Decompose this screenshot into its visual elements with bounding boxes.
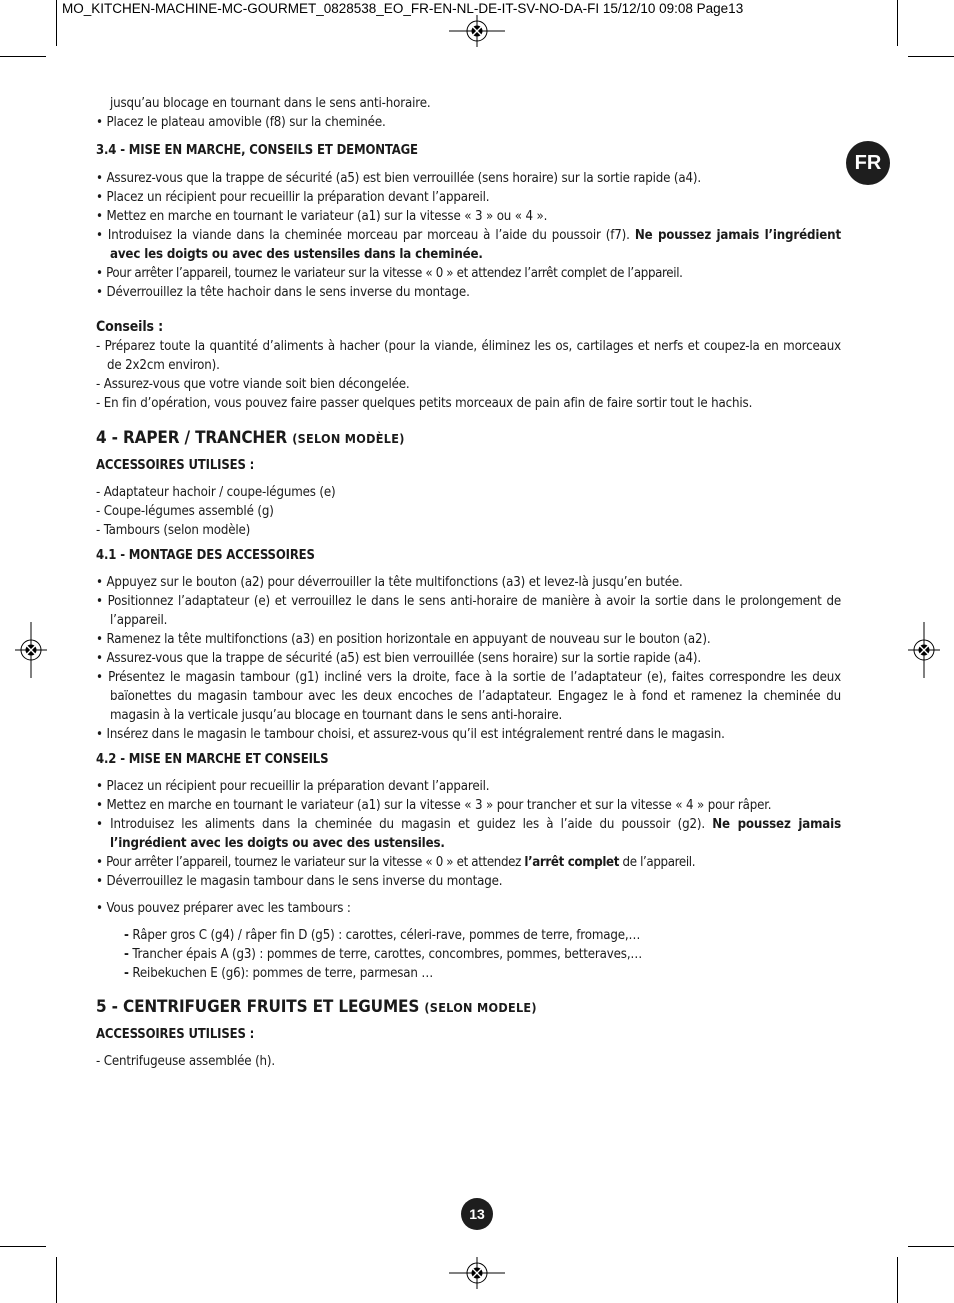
bullet-list <box>96 777 841 891</box>
bullet-item: • Assurez-vous que la trappe de sécurité (a5) est bien verrouillée (sens horaire) sur la sortie rapide (a4). <box>96 171 702 186</box>
conseils-heading: Conseils : <box>96 319 163 335</box>
drum-list <box>96 926 841 983</box>
bullet-item: • Placez le plateau amovible (f8) sur la cheminée. <box>96 115 386 130</box>
bullet-item <box>96 853 841 872</box>
print-slug: MO_KITCHEN-MACHINE-MC-GOURMET_0828538_EO_FR-EN-NL-DE-IT-SV-NO-DA-FI 15/12/10 09:08 Page13 <box>62 1 744 16</box>
bullet-item: • Insérez dans le magasin le tambour choisi, et assurez-vous qu’il est intégralement rentré dans le magasin. <box>96 727 725 742</box>
bullet-item: • Vous pouvez préparer avec les tambours : <box>96 901 351 916</box>
dash-item: - Préparez toute la quantité d’aliments à hacher (pour la viande, éliminez les os, cartilages et nerfs et coupez-la en morceaux de 2x2cm environ). <box>96 339 841 373</box>
bullet-item: • Assurez-vous que la trappe de sécurité (a5) est bien verrouillée (sens horaire) sur la sortie rapide (a4). <box>96 651 702 666</box>
warning-text: Ne poussez jamais l’ingrédient avec les doigts ou avec des ustensiles dans la cheminée. <box>110 228 841 262</box>
list-item: - Adaptateur hachoir / coupe-légumes (e) <box>96 485 336 500</box>
section-heading-4-1: 4.1 - MONTAGE DES ACCESSOIRES <box>96 548 315 563</box>
crop-mark <box>0 1246 46 1247</box>
bullet-list <box>96 573 841 744</box>
heading-note: (SELON MODÈLE) <box>292 431 405 446</box>
bullet-item: • Placez un récipient pour recueillir la préparation devant l’appareil. <box>96 779 490 794</box>
crop-mark <box>908 56 954 57</box>
registration-mark-icon <box>449 15 505 47</box>
page-content <box>96 94 841 1071</box>
bullet-item <box>96 815 841 853</box>
heading-text: 4 - RAPER / TRANCHER <box>96 428 293 448</box>
heading-text: 5 - CENTRIFUGER FRUITS ET LEGUMES <box>96 997 425 1017</box>
bullet-item: • Appuyez sur le bouton (a2) pour déverrouiller la tête multifonctions (a3) et levez-là jusqu’en butée. <box>96 575 683 590</box>
language-badge: FR <box>846 141 890 185</box>
list-item <box>124 964 841 983</box>
bullet-item <box>96 226 841 264</box>
list-item <box>124 926 841 945</box>
list-item: - Tambours (selon modèle) <box>96 523 251 538</box>
section-heading-4-2: 4.2 - MISE EN MARCHE ET CONSEILS <box>96 752 329 767</box>
registration-mark-icon <box>15 622 47 678</box>
accessories-list <box>96 483 841 540</box>
list-item <box>124 945 841 964</box>
bullet-list <box>96 169 841 302</box>
dash: - <box>124 928 129 943</box>
bullet-item: • Déverrouillez le magasin tambour dans le sens inverse du montage. <box>96 874 503 889</box>
page-number: 13 <box>461 1198 493 1230</box>
bullet-item: • Présentez le magasin tambour (g1) incliné vers la droite, face à la sortie de l’adaptateur (e), faites correspondre les deux baïonettes du magasin tambour avec les deux encoches de l’adaptateur. Engagez le à fond et ramenez la cheminée du magasin à la verticale jusqu’au blocage en tournant dans le sens anti-horaire. <box>96 670 841 723</box>
heading-note: (SELON MODELE) <box>424 1000 537 1015</box>
emphasis-text: l’arrêt complet <box>524 855 620 870</box>
section-heading-4 <box>96 427 841 450</box>
accessories-heading: ACCESSOIRES UTILISES : <box>96 1027 255 1042</box>
dash: - <box>124 966 129 981</box>
dash: - <box>124 947 129 962</box>
item-text: Râper gros C (g4) / râper fin D (g5) : carottes, céleri-rave, pommes de terre, fromage,… <box>128 928 641 943</box>
section-heading-3-4: 3.4 - MISE EN MARCHE, CONSEILS ET DEMONTAGE <box>96 143 418 158</box>
crop-mark <box>897 1257 898 1303</box>
accessories-heading: ACCESSOIRES UTILISES : <box>96 458 255 473</box>
bullet-text: • Introduisez les aliments dans la cheminée du magasin et guidez les à l’aide du poussoir (g2). <box>96 817 713 832</box>
bullet-item: • Mettez en marche en tournant le variateur (a1) sur la vitesse « 3 » pour trancher et sur la vitesse « 4 » pour râper. <box>96 798 772 813</box>
paragraph: jusqu’au blocage en tournant dans le sens anti-horaire. <box>110 96 431 111</box>
bullet-text: • Pour arrêter l’appareil, tournez le variateur sur la vitesse « 0 » et attendez <box>96 855 525 870</box>
bullet-item: • Placez un récipient pour recueillir la préparation devant l’appareil. <box>96 190 490 205</box>
list-item: - Coupe-légumes assemblé (g) <box>96 504 274 519</box>
bullet-text: • Introduisez la viande dans la cheminée morceau par morceau à l’aide du poussoir (f7). <box>96 228 635 243</box>
dash-item: - Assurez-vous que votre viande soit bien décongelée. <box>96 377 410 392</box>
registration-mark-icon <box>449 1257 505 1289</box>
bullet-item: • Déverrouillez la tête hachoir dans le sens inverse du montage. <box>96 285 470 300</box>
section-heading-5 <box>96 996 841 1019</box>
item-text: Reibekuchen E (g6): pommes de terre, parmesan … <box>128 966 434 981</box>
registration-mark-icon <box>908 622 940 678</box>
crop-mark <box>0 56 46 57</box>
bullet-item: • Ramenez la tête multifonctions (a3) en position horizontale en appuyant de nouveau sur le bouton (a2). <box>96 632 711 647</box>
bullet-item: • Mettez en marche en tournant le variateur (a1) sur la vitesse « 3 » ou « 4 ». <box>96 209 548 224</box>
bullet-item: • Pour arrêter l’appareil, tournez le variateur sur la vitesse « 0 » et attendez l’arrêt complet de l’appareil. <box>96 266 683 281</box>
crop-mark <box>897 0 898 46</box>
warning-text: Ne poussez jamais l’ingrédient avec les doigts ou avec des ustensiles. <box>110 817 841 851</box>
item-text: Trancher épais A (g3) : pommes de terre, carottes, concombres, pommes, betteraves,… <box>128 947 643 962</box>
bullet-text: de l’appareil. <box>619 855 696 870</box>
crop-mark <box>56 0 57 46</box>
crop-mark <box>56 1257 57 1303</box>
crop-mark <box>908 1246 954 1247</box>
bullet-item: • Positionnez l’adaptateur (e) et verrouillez le dans le sens anti-horaire de manière à avoir la sortie dans le prolongement de l’appareil. <box>96 594 841 628</box>
dash-item: - En fin d’opération, vous pouvez faire passer quelques petits morceaux de pain afin de faire sortir tout le hachis. <box>96 396 753 411</box>
list-item: - Centrifugeuse assemblée (h). <box>96 1054 276 1069</box>
